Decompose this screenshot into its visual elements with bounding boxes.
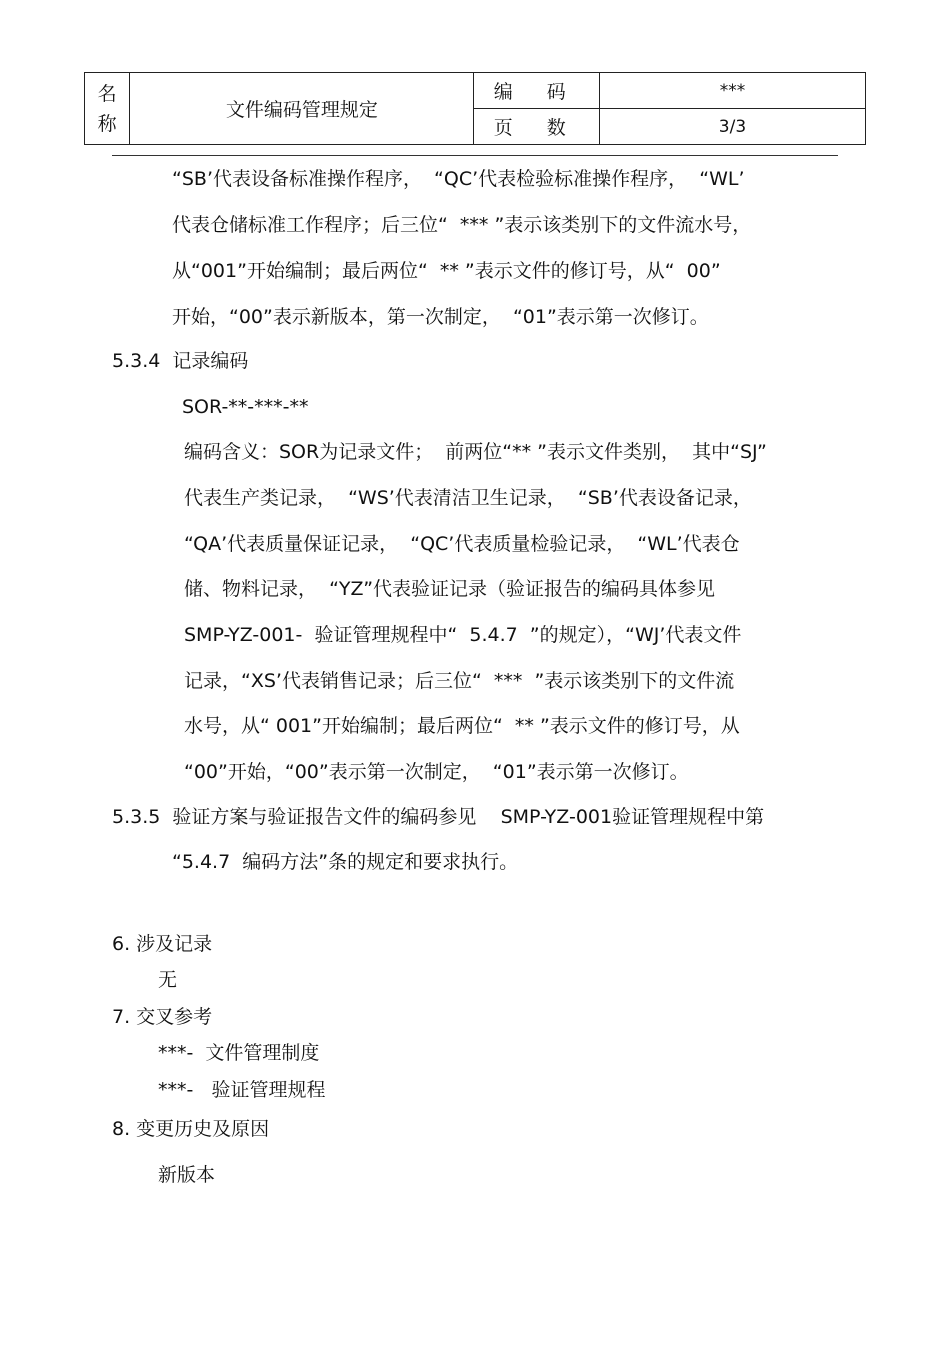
- header-divider: [112, 155, 838, 156]
- body-line: 代表生产类记录， “WS’代表清洁卫生记录， “SB’代表设备记录，: [184, 487, 752, 509]
- body-line: 储、物料记录， “YZ”代表验证记录（验证报告的编码具体参见: [184, 578, 716, 600]
- reference-item: ***- 文件管理制度: [158, 1042, 320, 1064]
- body-line: 记录，“XS’代表销售记录；后三位“ *** ”表示该类别下的文件流: [184, 670, 735, 692]
- section-8-content: 新版本: [158, 1164, 216, 1186]
- section-heading-5-3-5: 5.3.5 验证方案与验证报告文件的编码参见 SMP-YZ-001验证管理规程中第: [112, 806, 765, 828]
- body-line: “00”开始，“00”表示第一次制定， “01”表示第一次修订。: [184, 761, 689, 783]
- body-line: 编码含义：SOR为记录文件； 前两位“** ”表示文件类别， 其中“SJ”: [184, 441, 767, 463]
- section-6-content: 无: [158, 969, 178, 991]
- pages-label: 页 数: [474, 109, 599, 145]
- code-format: SOR-**-***-**: [182, 396, 309, 418]
- body-line: SMP-YZ-001- 验证管理规程中“ 5.4.7 ”的规定），“WJ’代表文件: [184, 624, 742, 646]
- body-line: “SB’代表设备标准操作程序， “QC’代表检验标准操作程序， “WL’: [172, 168, 745, 190]
- section-heading-5-3-4: 5.3.4 记录编码: [112, 350, 249, 372]
- body-line: 从“001”开始编制；最后两位“ ** ”表示文件的修订号，从“ 00”: [172, 260, 721, 282]
- reference-item: ***- 验证管理规程: [158, 1079, 326, 1101]
- body-line: 水号，从“ 001”开始编制；最后两位“ ** ”表示文件的修订号，从: [184, 715, 740, 737]
- body-line: 代表仓储标准工作程序；后三位“ *** ”表示该类别下的文件流水号，: [172, 214, 752, 236]
- body-line: 开始，“00”表示新版本，第一次制定， “01”表示第一次修订。: [172, 306, 709, 328]
- section-heading-6: 6. 涉及记录: [112, 933, 213, 955]
- pages-value: 3/3: [599, 109, 865, 145]
- document-header-table: [84, 72, 866, 145]
- section-heading-7: 7. 交叉参考: [112, 1006, 213, 1028]
- name-label-cell: [85, 73, 130, 145]
- code-value: ***: [599, 73, 865, 109]
- body-line: “5.4.7 编码方法”条的规定和要求执行。: [172, 851, 519, 873]
- name-label-char-1: 名: [97, 82, 117, 105]
- code-label: 编 码: [474, 73, 599, 109]
- document-title: 文件编码管理规定: [130, 73, 474, 145]
- name-label-char-2: 称: [97, 112, 117, 135]
- section-heading-8: 8. 变更历史及原因: [112, 1118, 270, 1140]
- body-line: “QA’代表质量保证记录， “QC’代表质量检验记录， “WL’代表仓: [184, 533, 740, 555]
